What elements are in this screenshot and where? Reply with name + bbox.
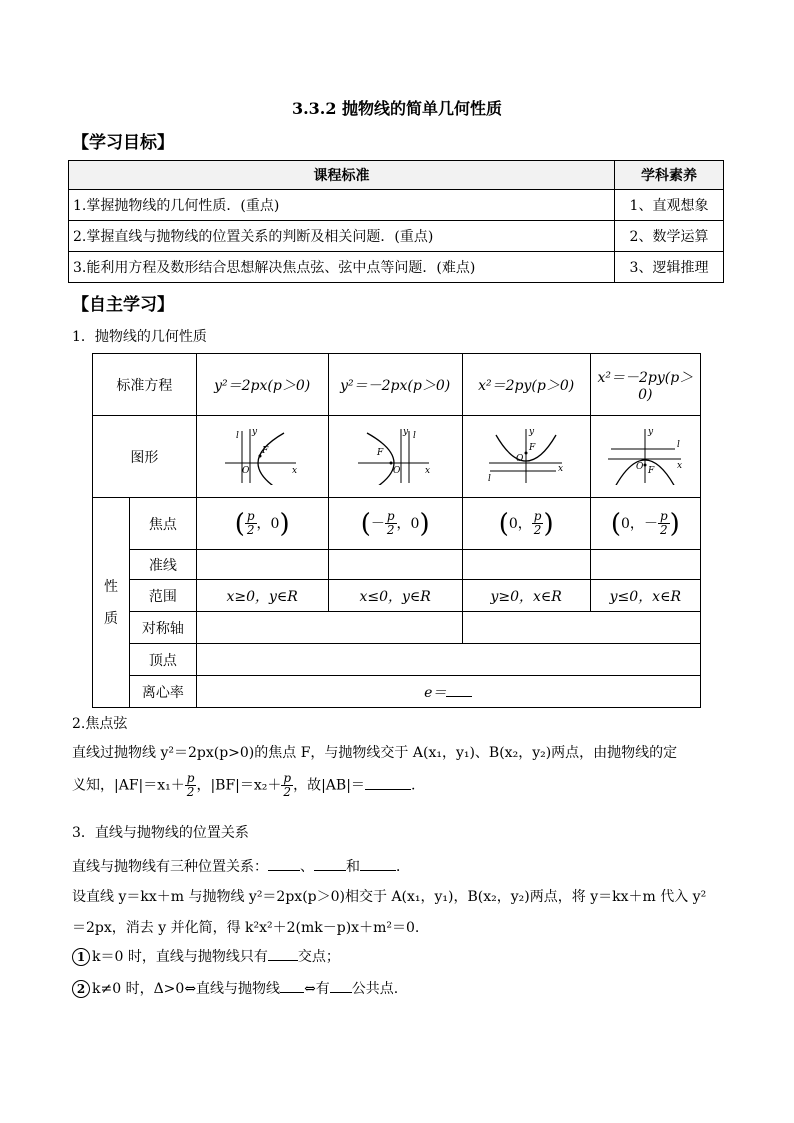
part3-line3: ＝2px，消去 y 并化简，得 k²x²＋2(mk－p)x＋m²＝0. [72,920,420,936]
figure-label: O [636,461,644,472]
part1-heading: 1．抛物线的几何性质 [72,329,207,345]
equation-cell: x²＝2py(p＞0) [462,354,590,416]
parabola-down-figure [605,425,685,485]
part2-heading: 2.焦点弦 [72,716,128,732]
figure-label: l [413,430,417,441]
figure-cell [590,416,700,498]
standard-item: 3.能利用方程及数形结合思想解决焦点弦、弦中点等问题．(难点) [69,252,615,283]
goals-table [68,160,724,283]
figure-label: l [488,473,492,484]
part3-item2: 2 k≠0 时，Δ>0⇔直线与抛物线 ⇔有 公共点. [72,978,398,998]
label-figure: 图形 [93,416,197,498]
figure-label: F [648,465,655,476]
circled-number: 2 [72,980,90,998]
label-directrix: 准线 [130,550,197,580]
figure-cell [462,416,590,498]
section-self-study-heading: 【自主学习】 [72,295,174,315]
figure-label: F [377,447,384,458]
part3-item1: 1 k＝0 时，直线与抛物线只有 交点； [72,946,340,966]
range-cell: x≤0，y∈R [328,580,462,612]
vertex-cell [196,644,700,676]
figure-label: O [242,465,250,476]
parabola-right-figure [222,425,302,485]
eccentricity-cell: e＝ [196,676,700,708]
literacy-item: 2、数学运算 [615,221,724,252]
focus-cell: ( $\frac{p}{2}$ ，0) [196,498,328,550]
figure-label: l [677,439,681,450]
parabola-up-figure [486,425,566,485]
range-cell: x≥0，y∈R [196,580,328,612]
equation-cell: y²＝2px(p＞0) [196,354,328,416]
label-range: 范围 [130,580,197,612]
label-equation: 标准方程 [93,354,197,416]
figure-label: x [425,465,431,476]
label-vertex: 顶点 [130,644,197,676]
label-axis: 对称轴 [130,612,197,644]
label-focus: 焦点 [130,498,197,550]
header-standards: 课程标准 [69,161,615,190]
figure-label: y [529,426,535,437]
figure-label: x [558,463,564,474]
range-cell: y≤0，x∈R [590,580,700,612]
focus-cell: (0， $\frac{p}{2}$ ) [462,498,590,550]
figure-label: O [393,465,401,476]
figure-label: y [648,426,654,437]
directrix-cell [590,550,700,580]
figure-label: x [292,465,298,476]
part3-heading: 3．直线与抛物线的位置关系 [72,825,249,841]
part2-line2: 义知，|AF|＝x₁＋ $\frac{p}{2}$ ，|BF|＝x₂＋ $\frac{p}{2}$ ，故|AB|＝ . [72,771,416,799]
part3-line1: 直线与抛物线有三种位置关系： 、 和 ． [72,859,410,875]
figure-label: F [529,442,536,453]
circled-number: 1 [72,948,90,966]
figure-label: O [516,453,524,464]
part2-line1: 直线过抛物线 y²＝2px(p>0)的焦点 F，与抛物线交于 A(x₁，y₁)、B(x₂，y₂)两点，由抛物线的定 [72,745,678,761]
equation-cell: y²＝－2px(p＞0) [328,354,462,416]
figure-label: x [677,460,683,471]
literacy-item: 1、直观想象 [615,190,724,221]
label-eccentricity: 离心率 [130,676,197,708]
figure-label: l [236,430,240,441]
literacy-item: 3、逻辑推理 [615,252,724,283]
directrix-cell [462,550,590,580]
part3-line2: 设直线 y＝kx＋m 与抛物线 y²＝2px(p＞0)相交于 A(x₁，y₁)，B(x₂，y₂)两点，将 y＝kx＋m 代入 y² [72,889,707,905]
standard-item: 2.掌握直线与抛物线的位置关系的判断及相关问题．(重点) [69,221,615,252]
label-property: 性质 [93,498,130,708]
properties-table [92,353,701,708]
parabola-left-figure [355,425,435,485]
section-goals-heading: 【学习目标】 [72,133,174,153]
figure-label: F [262,445,269,456]
figure-cell [328,416,462,498]
figure-cell [196,416,328,498]
equation-cell: x²＝－2py(p＞0) [590,354,700,416]
directrix-cell [328,550,462,580]
focus-cell: (－ $\frac{p}{2}$ ，0) [328,498,462,550]
axis-cell [196,612,462,644]
standard-item: 1.掌握抛物线的几何性质．(重点) [69,190,615,221]
range-cell: y≥0，x∈R [462,580,590,612]
focus-cell: (0，－ $\frac{p}{2}$ ) [590,498,700,550]
header-literacy: 学科素养 [615,161,724,190]
axis-cell [462,612,700,644]
figure-label: y [403,426,409,437]
directrix-cell [196,550,328,580]
page-title: 3.3.2 抛物线的简单几何性质 [291,99,503,118]
figure-label: y [252,426,258,437]
